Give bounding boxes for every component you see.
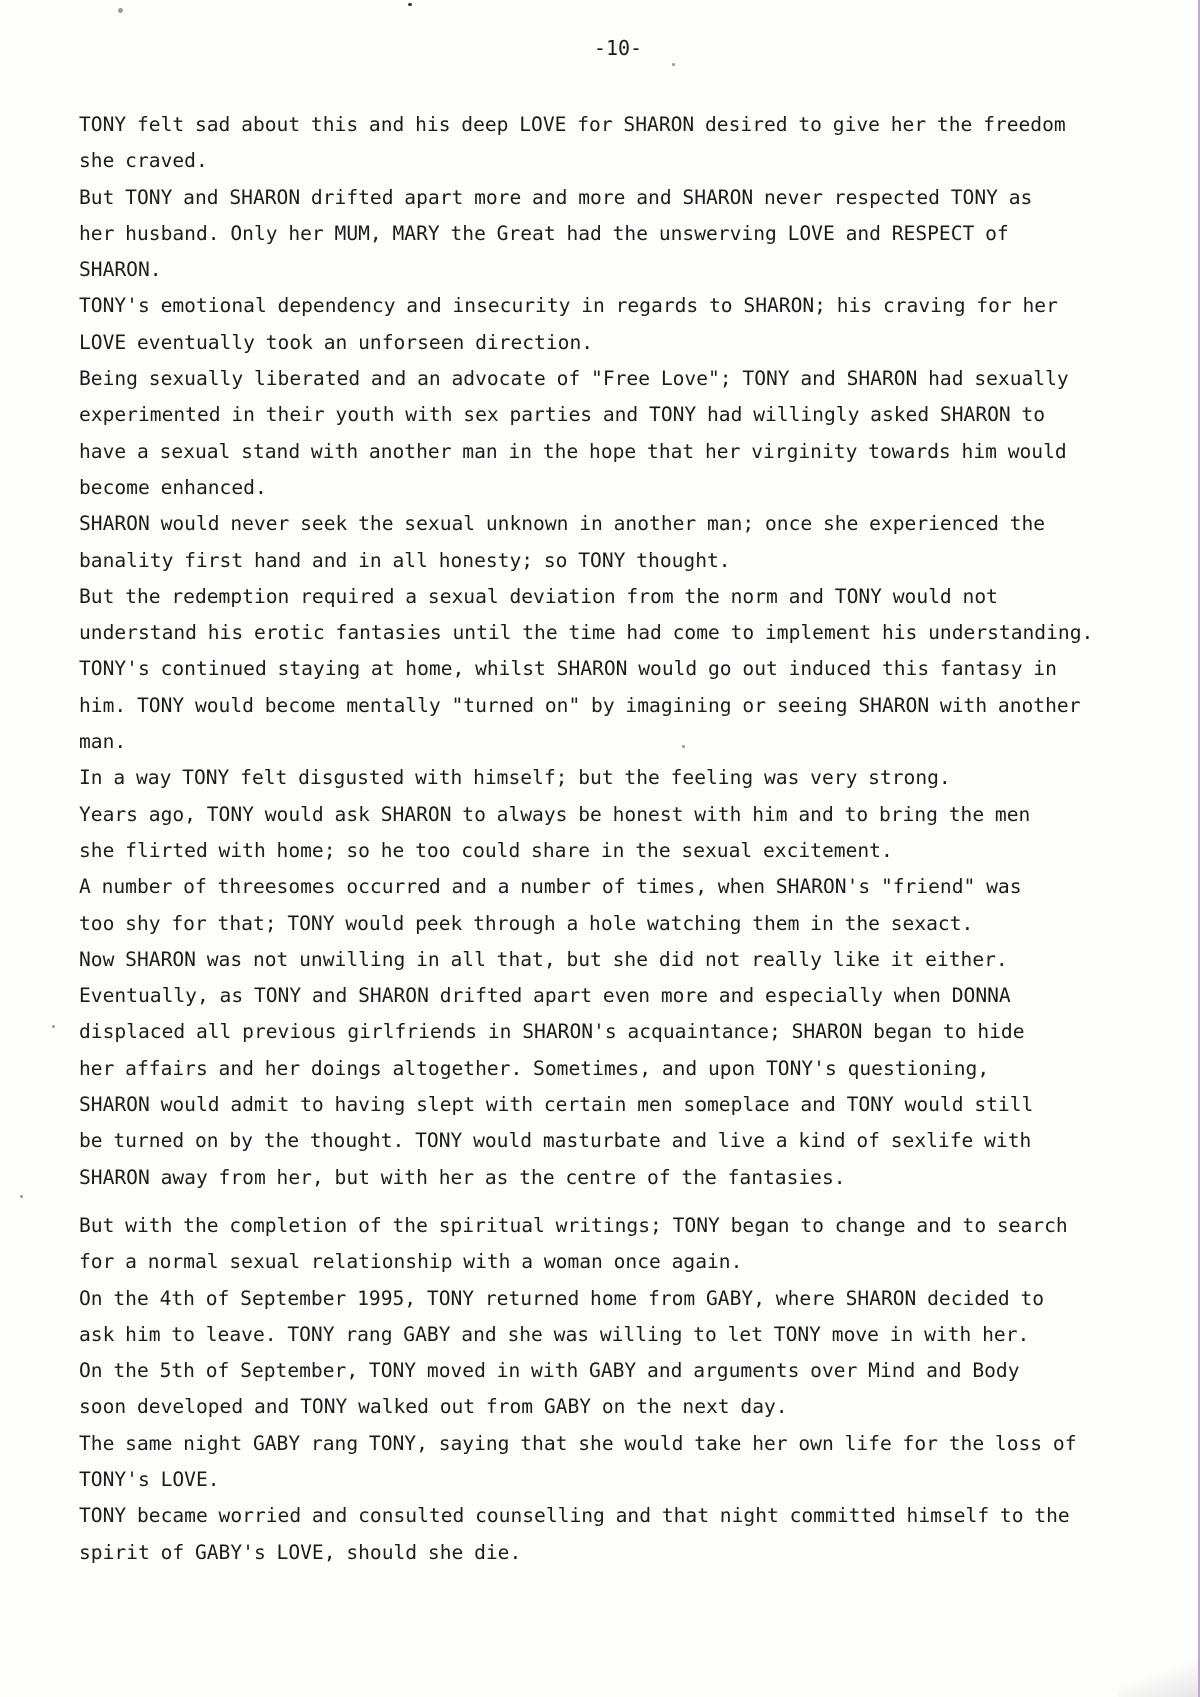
text-line: soon developed and TONY walked out from GABY on the next day.	[79, 1395, 788, 1419]
text-line: But with the completion of the spiritual writings; TONY began to change and to search	[79, 1213, 1068, 1237]
text-line: On the 4th of September 1995, TONY returned home from GABY, where SHARON decided to	[79, 1286, 1045, 1310]
text-line: she craved.	[79, 149, 208, 173]
text-line: LOVE eventually took an unforseen direction.	[79, 330, 594, 354]
text-line: Being sexually liberated and an advocate of "Free Love"; TONY and SHARON had sexually	[79, 367, 1069, 391]
text-line: SHARON away from her, but with her as the centre of the fantasies.	[79, 1165, 846, 1189]
text-line: her affairs and her doings altogether. Sometimes, and upon TONY's questioning,	[79, 1056, 990, 1080]
text-line: TONY became worried and consulted counselling and that night committed himself to the	[79, 1504, 1070, 1528]
text-line: But the redemption required a sexual deviation from the norm and TONY would not	[79, 584, 998, 608]
paragraph	[79, 797, 1149, 870]
text-line: SHARON would never seek the sexual unknown in another man; once she experienced the	[79, 512, 1046, 536]
text-line: too shy for that; TONY would peek through a hole watching them in the sexact.	[79, 911, 974, 935]
text-line: understand his erotic fantasies until the time had come to implement his understanding.	[79, 621, 1094, 645]
text-line: man.	[79, 730, 127, 754]
paragraph-gap	[79, 1196, 1149, 1208]
text-line: TONY felt sad about this and his deep LOVE for SHARON desired to give her the freedom	[79, 113, 1066, 136]
paragraph	[79, 1353, 1149, 1426]
text-line: SHARON would admit to having slept with certain men someplace and TONY would still	[79, 1093, 1034, 1117]
text-line: A number of threesomes occurred and a number of times, when SHARON's "friend" was	[79, 875, 1022, 899]
paragraph	[79, 288, 1149, 361]
scan-speck	[52, 1025, 55, 1028]
text-line: TONY's continued staying at home, whilst SHARON would go out induced this fantasy in	[79, 657, 1057, 681]
scan-speck	[408, 3, 412, 6]
paragraph	[79, 506, 1149, 579]
paragraph	[79, 942, 1149, 978]
page-number: -10-	[593, 36, 643, 60]
text-line: Years ago, TONY would ask SHARON to always be honest with him and to bring the men	[79, 802, 1031, 826]
text-line: TONY's emotional dependency and insecurity in regards to SHARON; his craving for her	[79, 294, 1058, 318]
paragraph	[79, 869, 1149, 942]
paragraph	[79, 1281, 1149, 1354]
text-line: for a normal sexual relationship with a woman once again.	[79, 1250, 743, 1274]
text-line: But TONY and SHARON drifted apart more and more and SHARON never respected TONY as	[79, 185, 1033, 209]
document-body	[79, 107, 1149, 1571]
text-line: banality first hand and in all honesty; so TONY thought.	[79, 548, 731, 572]
paragraph	[79, 361, 1149, 506]
text-line: her husband. Only her MUM, MARY the Great had the unswerving LOVE and RESPECT of	[79, 221, 1009, 245]
text-line: be turned on by the thought. TONY would masturbate and live a kind of sexlife with	[79, 1129, 1032, 1153]
paragraph	[79, 1426, 1149, 1499]
paragraph	[79, 1208, 1149, 1281]
paragraph	[79, 651, 1149, 760]
paragraph	[79, 978, 1149, 1196]
scan-speck	[20, 1195, 23, 1198]
text-line: experimented in their youth with sex parties and TONY had willingly asked SHARON to	[79, 403, 1046, 427]
text-line: have a sexual stand with another man in the hope that her virginity towards him would	[79, 439, 1067, 463]
paragraph	[79, 107, 1149, 180]
text-line: become enhanced.	[79, 475, 267, 499]
text-line: ask him to leave. TONY rang GABY and she was willing to let TONY move in with her.	[79, 1322, 1030, 1346]
text-line: spirit of GABY's LOVE, should she die.	[79, 1540, 522, 1564]
paragraph	[79, 1498, 1149, 1571]
text-line: In a way TONY felt disgusted with himself; but the feeling was very strong.	[79, 766, 951, 790]
text-line: Eventually, as TONY and SHARON drifted apart even more and especially when DONNA	[79, 984, 1011, 1008]
scan-speck	[118, 8, 123, 13]
page-corner-fold	[1118, 1660, 1198, 1697]
text-line: SHARON.	[79, 258, 162, 282]
text-line: she flirted with home; so he too could share in the sexual excitement.	[79, 838, 893, 862]
paragraph	[79, 579, 1149, 652]
text-line: The same night GABY rang TONY, saying that she would take her own life for the loss of	[79, 1431, 1077, 1455]
paragraph	[79, 180, 1149, 289]
scan-speck	[672, 63, 675, 66]
text-line: him. TONY would become mentally "turned on" by imagining or seeing SHARON with another	[79, 693, 1081, 717]
text-line: TONY's LOVE.	[79, 1467, 220, 1491]
paragraph	[79, 760, 1149, 796]
text-line: On the 5th of September, TONY moved in with GABY and arguments over Mind and Body	[79, 1359, 1020, 1383]
text-line: Now SHARON was not unwilling in all that, but she did not really like it either.	[79, 947, 1008, 971]
text-line: displaced all previous girlfriends in SHARON's acquaintance; SHARON began to hide	[79, 1020, 1025, 1044]
scan-speck	[682, 745, 685, 748]
